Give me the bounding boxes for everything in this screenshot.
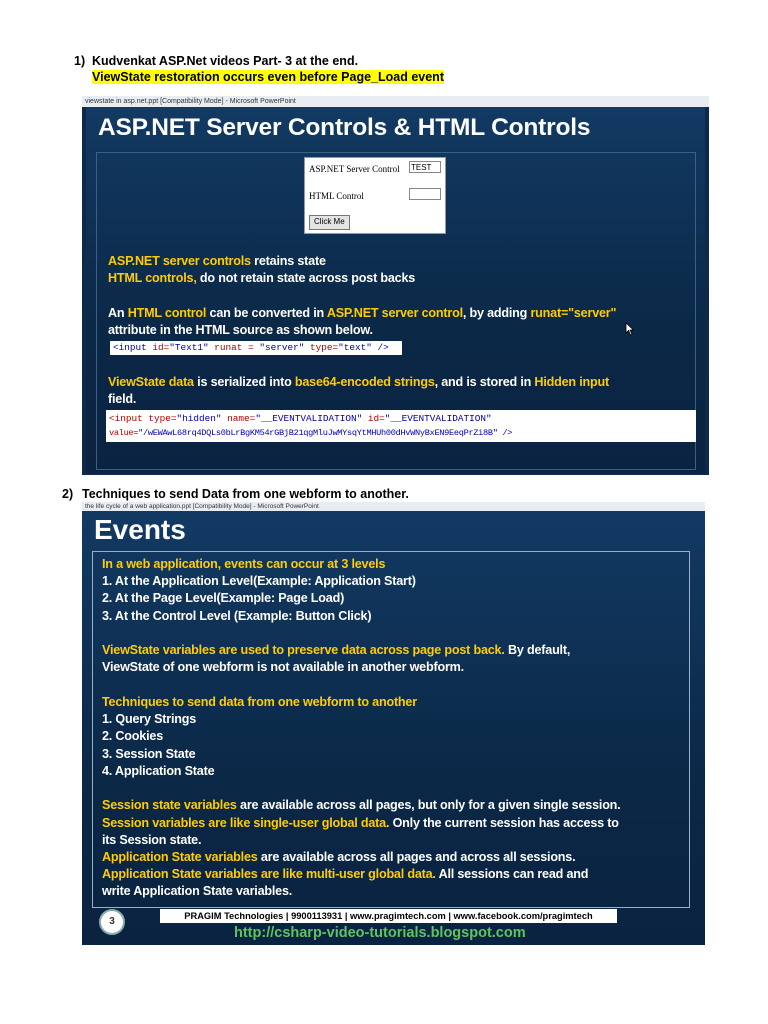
demo-form [304,157,446,234]
s2-p4-l2-y: Session variables are like single-user global data. [102,816,390,830]
s1-line5-w2: , and is stored in [434,375,535,389]
s1-line5-y2: base64-encoded strings [294,375,435,389]
c1-t8: /> [371,342,389,353]
s2-p4-l1-w: are available across all pages, but only for a given single session. [236,798,621,812]
c1-t5: "server" [259,342,310,353]
s1-line2-w: do not retain state across post backs [196,271,416,285]
s2-p3-item-3: 3. Session State [102,747,196,761]
s1-line5-y1: ViewState data [108,375,194,389]
s2-p3-item-1: 1. Query Strings [102,712,197,726]
c2-a4: name= [227,413,256,424]
c2-a6: id= [367,413,385,424]
s2-p2-y: ViewState variables are used to preserve data across page post back. [102,643,505,657]
slide-2-screenshot [82,502,705,945]
s2-p4-l1-y: Session state variables [102,798,237,812]
note-1-highlight: ViewState restoration occurs even before Page_Load event [92,70,444,84]
s2-p1-item-2: 2. At the Page Level(Example: Page Load) [102,591,345,605]
slide-2 [82,511,705,945]
c1-t1: <input [113,342,153,353]
s2-p3-head: Techniques to send data from one webform to another [102,695,417,709]
click-me-button[interactable]: Click Me [309,215,350,230]
server-control-label: ASP.NET Server Control [309,164,400,174]
note-2-number: 2) [62,487,74,501]
s2-p3-item-4: 4. Application State [102,764,215,778]
html-control-label: HTML Control [309,191,364,201]
s1-line3-d: ASP.NET server control [326,306,463,320]
s2-p2-w: By default, [504,643,571,657]
slide-2-title: Events [94,514,186,545]
s2-p4-l6: write Application State variables. [102,884,293,898]
s1-line1-y: ASP.NET server controls [108,254,251,268]
note-1-highlight-wrap [92,69,444,85]
s1-line4: attribute in the HTML source as shown below. [108,323,373,337]
s1-line1-w: retains state [250,254,326,268]
s2-p1-item-1: 1. At the Application Level(Example: Application Start) [102,574,416,588]
c2-b1: value= [109,428,139,438]
s1-line5-w1: is serialized into [193,375,295,389]
mouse-cursor-icon [625,322,635,336]
slide-1-window-caption: viewstate in asp.net.ppt [Compatibility Mode] - Microsoft PowerPoint [82,96,709,107]
code-snippet-1 [110,341,402,355]
s2-p4-l3: its Session state. [102,833,202,847]
c2-b2: "/wEWAwL68rq4DQLs0bLrBgKM54rGBjB21qgMluJwMYsqYtMHUh00dHvWNyBxEN9EeqPrZi8B" [138,428,498,438]
slide-2-window-caption: the life cycle of a web application.ppt [Compatibility Mode] - Microsoft PowerPoint [82,502,705,511]
note-2-title: Techniques to send Data from one webform to another. [82,487,409,501]
s1-line6: field. [108,392,137,406]
s1-line5-y3: Hidden input [534,375,609,389]
code-snippet-2 [106,410,696,442]
s2-p3-item-2: 2. Cookies [102,729,163,743]
c2-a3: "hidden" [176,413,228,424]
c2-b3: /> [497,428,513,438]
slide-number: 3 [99,909,125,935]
c1-t7: "text" [338,342,372,353]
slide-1-screenshot [82,96,709,475]
c1-t3: "Text1" [169,342,215,353]
slide-1 [86,107,705,473]
s2-p1-item-3: 3. At the Control Level (Example: Button Click) [102,609,372,623]
c2-a7: "__EVENTVALIDATION" [384,413,492,424]
html-control-input[interactable] [409,188,441,200]
s2-p4-l5-y: Application State variables are like multi-user global data. [102,867,436,881]
s2-p4-l2-w: Only the current session has access to [389,816,619,830]
s1-line3-f: runat="server" [530,306,617,320]
note-1-title: Kudvenkat ASP.Net videos Part- 3 at the end. [92,54,359,68]
c2-a1: <input [109,413,149,424]
slide-1-title: ASP.NET Server Controls & HTML Controls [98,114,591,141]
s1-line3-a: An [108,306,128,320]
s1-line3-e: , by adding [462,306,531,320]
note-1-number: 1) [74,54,86,68]
s2-p4-l5-w: All sessions can read and [435,867,589,881]
c2-a2: type= [148,413,177,424]
c1-t2: id= [152,342,170,353]
c1-t6: type= [309,342,339,353]
server-control-input[interactable]: TEST [409,161,441,173]
s2-p4-l4-w: are available across all pages and across all sessions. [257,850,576,864]
s1-line3-b: HTML control [127,306,207,320]
c2-a5: "__EVENTVALIDATION" [255,413,368,424]
s2-p4-l4-y: Application State variables [102,850,258,864]
s1-line2-y: HTML controls, [108,271,197,285]
s2-p1-head: In a web application, events can occur at 3 levels [102,557,386,571]
blog-url[interactable]: http://csharp-video-tutorials.blogspot.com [234,925,526,941]
s2-p2-l2: ViewState of one webform is not available in another webform. [102,660,464,674]
s1-line3-c: can be converted in [206,306,327,320]
c1-t4: runat = [214,342,260,353]
footer-bar: PRAGIM Technologies | 9900113931 | www.pragimtech.com | www.facebook.com/pragimtech [160,909,617,923]
